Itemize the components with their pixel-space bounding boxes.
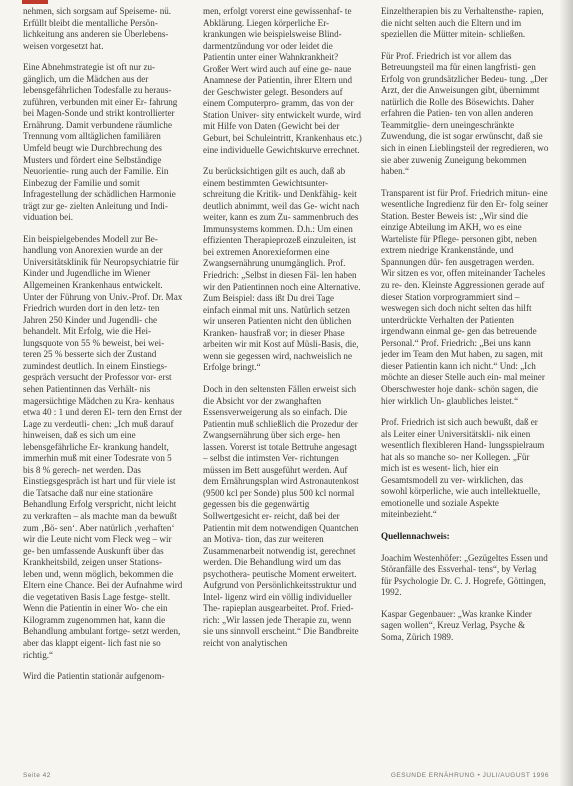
paragraph: Für Prof. Friedrich ist vor allem das Betreuungsteil ma für einen langfristi- gen Erfolg von grundsätzlicher Bedeu- tung. „Der Arzt, der die Anweisungen gibt, übernimmt natürlich die Rolle des Bösewichts. Daher erfahren die Patien- ten von allen anderen Teammitglie- dern uneingeschränkte Zuwendung, die ist sogar erwünscht, daß sie sich in einen Lieblingsteil der regredieren, wo sie aber zuwenig Zuneigung bekommen haben.“ bbox=[381, 50, 549, 177]
paragraph: nehmen, sich sorgsam auf Speiseme- nü. Erfüllt bleibt die mentalliche Persön- lichkeitung ans anderen sie Überlebens- weisen vorgesetzt hat. bbox=[23, 6, 172, 51]
reference-entry: Kaspar Gegenbauer: „Was kranke Kinder sagen wollen“, Kreuz Verlag, Psyche & Soma, Zürich 1989. bbox=[381, 608, 532, 642]
text-column-3 bbox=[381, 6, 549, 760]
paragraph: Eine Abnehmstrategie ist oft nur zu- gänglich, um die Mädchen aus der lebensgefährlichen Todesfalle zu heraus- zuführen, verbunden mit einer Er- fahrung bei Magen-Sonde und strikt kontrollierter Ernährung. Damit verbundene räumliche Trennung vom alltäglichen familiären Umfeld beugt wie Durchbrechung des Musters und fördert eine Selbständige Neuorientie- rung auch der Familie. Ein Einbezug der Familie und somit Infragestellung der schädlichen Harmonie trägt zur ge- zielten Anleitung und Indi- viduation bei. bbox=[23, 62, 178, 223]
page-number: Seite 42 bbox=[23, 772, 51, 779]
section-color-mark bbox=[22, 0, 48, 4]
references-heading: Quellennachweis: bbox=[381, 530, 450, 541]
reference-entry: Joachim Westenhöfer: „Gezügeltes Essen und Störanfälle des Essverhal- tens“, by Verlag für Psychologie Dr. C. J. Hogrefe, Göttingen, 1992. bbox=[381, 552, 548, 598]
paragraph: Transparent ist für Prof. Friedrich mitun- eine wesentliche Ingredienz für den Er- folg seiner Station. Bester Beweis ist: „Wir sind die einzige Abteilung im AKH, wo es eine Warteliste für Pflege- personen gibt, neben extrem niedrige Krankenstände, und Spannungen dür- fen ausgetragen werden. Wir sitzen es vor, offen miteinander Tacheles zu re- den. Kleinste Aggressionen gerade auf dieser Station vorprogrammiert sind – weswegen sich doch nicht selten das hilft unterdrückte Verhalten der Patienten irgendwann einmal ge- gen das betreuende Personal.“ Prof. Friedrich: „Bei uns kann jeder im Team den Mut haben, zu sagen, mit dieser Patientin kann ich nicht.“ Und: „Ich möchte an dieser Stelle auch ein- mal meiner Oberschwester hoje dank- schön sagen, die hier wirklich Un- glaubliches leistet.“ bbox=[381, 187, 548, 406]
paragraph: Wird die Patientin stationär aufgenom- bbox=[23, 671, 165, 682]
paragraph: Prof. Friedrich ist sich auch bewußt, daß er als Leiter einer Universitätskli- nik einen wesentlich flexibleren Hand- lungsspielraum hat als so manche so- ner Kollegen. „Für mich ist es wesent- lich, hier ein Gesamtsmodell zu ver- wirklichen, das sowohl körperliche, wie auch intellektuelle, emotionelle und soziale Aspekte miteinbezieht.“ bbox=[381, 417, 545, 520]
paragraph: Einzeltherapien bis zu Verhaltensthe- rapien, die nicht selten auch die Eltern und im speziellen die Mütter mitein- schließen. bbox=[381, 6, 544, 40]
paragraph: Doch in den seltensten Fällen erweist sich die Absicht vor der zwanghaften Essensverweigerung als so einfach. Die Patientin muß schließlich die Prozedur der Zwangsernährung über sich erge- hen lassen. Vorerst ist totale Bettruhe angesagt – selbst die intimsten Ver- richtungen müssen im Bett ausgeführt werden. Auf dem Ernährungsplan wird Astronautenkost (9500 kcl per Sonde) plus 500 kcl normal gegessen bis die gegenwärtig Sollwertgesicht er- reicht, daß bei der Patientin mit dem notwendigen Quantchen an Motiva- tion, das zur weiteren Zusammenarbeit notwendig ist, gerechnet werden. Die Behandlung wird um das psychothera- peutische Moment erweitert. Aufgrund von Persönlichkeitsstruktur und Intel- ligenz wird ein völlig individueller The- rapieplan ausgearbeitet. Prof. Fried- rich: „Wir lassen jede Therapie zu, wenn sie uns sinnvoll erscheint.“ Die Bandbreite reicht von analytischen bbox=[203, 383, 359, 648]
paragraph: Ein beispielgebendes Modell zur Be- handlung von Anorexien wurde an der Universitätsklinik für Neuropsychiatrie für Kinder und Jugendliche im Wiener Allgemeinen Krankenhaus entwickelt. Unter der Führung von Univ.-Prof. Dr. Max Friedrich wurden dort in den letz- ten Jahren 250 Kinder und Jugendli- che behandelt. Mit Erfolg, wie die Hei- lungsquote von 55 % beweist, bei wei- teren 25 % besserte sich der Zustand zumindest deutlich. In einem Einstiegs- gespräch versucht der Professor vor- erst sehen Patientinnen das Verhält- nis magersüchtige Mädchen zu Kra- kenhaus etwa 40 : 1 und deren El- tern den Ernst der Lage zu verdeutli- chen: „Ich muß darauf hinweisen, daß es sich um eine lebensgefährliche Er- krankung handelt, immerhin muß mit einer Todesrate von 5 bis 8 % gerech- net werden. Das Einstiegsgespräch ist hart und für viele ist die Tatsache daß nur eine stationäre Behandlung Erfolg verspricht, nicht leicht zu verkraften – als machte man da bewußt zum ‚Bö- sen‘. Aber natürlich ‚verhaften‘ wir die Leute nicht vom Fleck weg – wir ge- ben umfassende Auskunft über das Krankheitsbild, zeigen unser Stations- leben und, wenn möglich, bekommen die Eltern eine Chance. Bei der Aufnahme wird die vegetativen Basis Lage festge- stellt. Wenn die Patientin in einer Wo- che ein Kilogramm zugenommen hat, kann die Behandlung ambulant fortge- setzt werden, aber das klappt eigent- lich fast nie so richtig.“ bbox=[23, 233, 183, 660]
journal-title: GESUNDE ERNÄHRUNG • JULI/AUGUST 1996 bbox=[390, 772, 549, 779]
paragraph: Zu berücksichtigen gilt es auch, daß ab einem bestimmten Gewichtsunter- schreitung die Kritik- und Denkfähig- keit deutlich abnimmt, weil das Ge- wicht nach weiter, kann es zum Zu- sammenbruch des Immunsystems kommen. D.h.: Um einen effizienten Therapieprozeß einzuleiten, ist bei extremen Anorexieformen eine Zwangsernährung unumgänglich. Prof. Friedrich: „Selbst in diesen Fäl- len haben wir den Patientinnen noch eine Alternative. Zum Beispiel: dass ißt Du drei Tage einfach einmal mit uns. Natürlich setzen wir unseren Patienten nicht den üblichen Kranken- hausfraß vor; in dieser Phase arbeiten wir mit Kost auf Müsli-Basis, die, wenn sie gegessen wird, nachweislich ne Erfolge bringt.“ bbox=[203, 166, 361, 373]
paragraph: men, erfolgt vorerst eine gewissenhaf- te Abklärung. Liegen körperliche Er- krankungen wie beispielsweise Blind- darmentzündung vor oder leidet die Patientin unter einer Wahnkrankheit? Großer Wert wird auch auf eine ge- naue Anamnese der Patientin, ihrer Eltern und der Geschwister gelegt. Besonders auf einem Computerpro- gramm, das von der Station Univer- sity entwickelt wurde, wird mit Hilfe von Daten (Gewicht bei der Geburt, bei Schuleintritt, Krankenhaus etc.) eine individuelle Gewichtskurve errechnet. bbox=[203, 6, 362, 155]
page-curl-shadow bbox=[559, 0, 573, 786]
text-column-2 bbox=[203, 6, 363, 760]
text-column-1 bbox=[23, 6, 183, 760]
